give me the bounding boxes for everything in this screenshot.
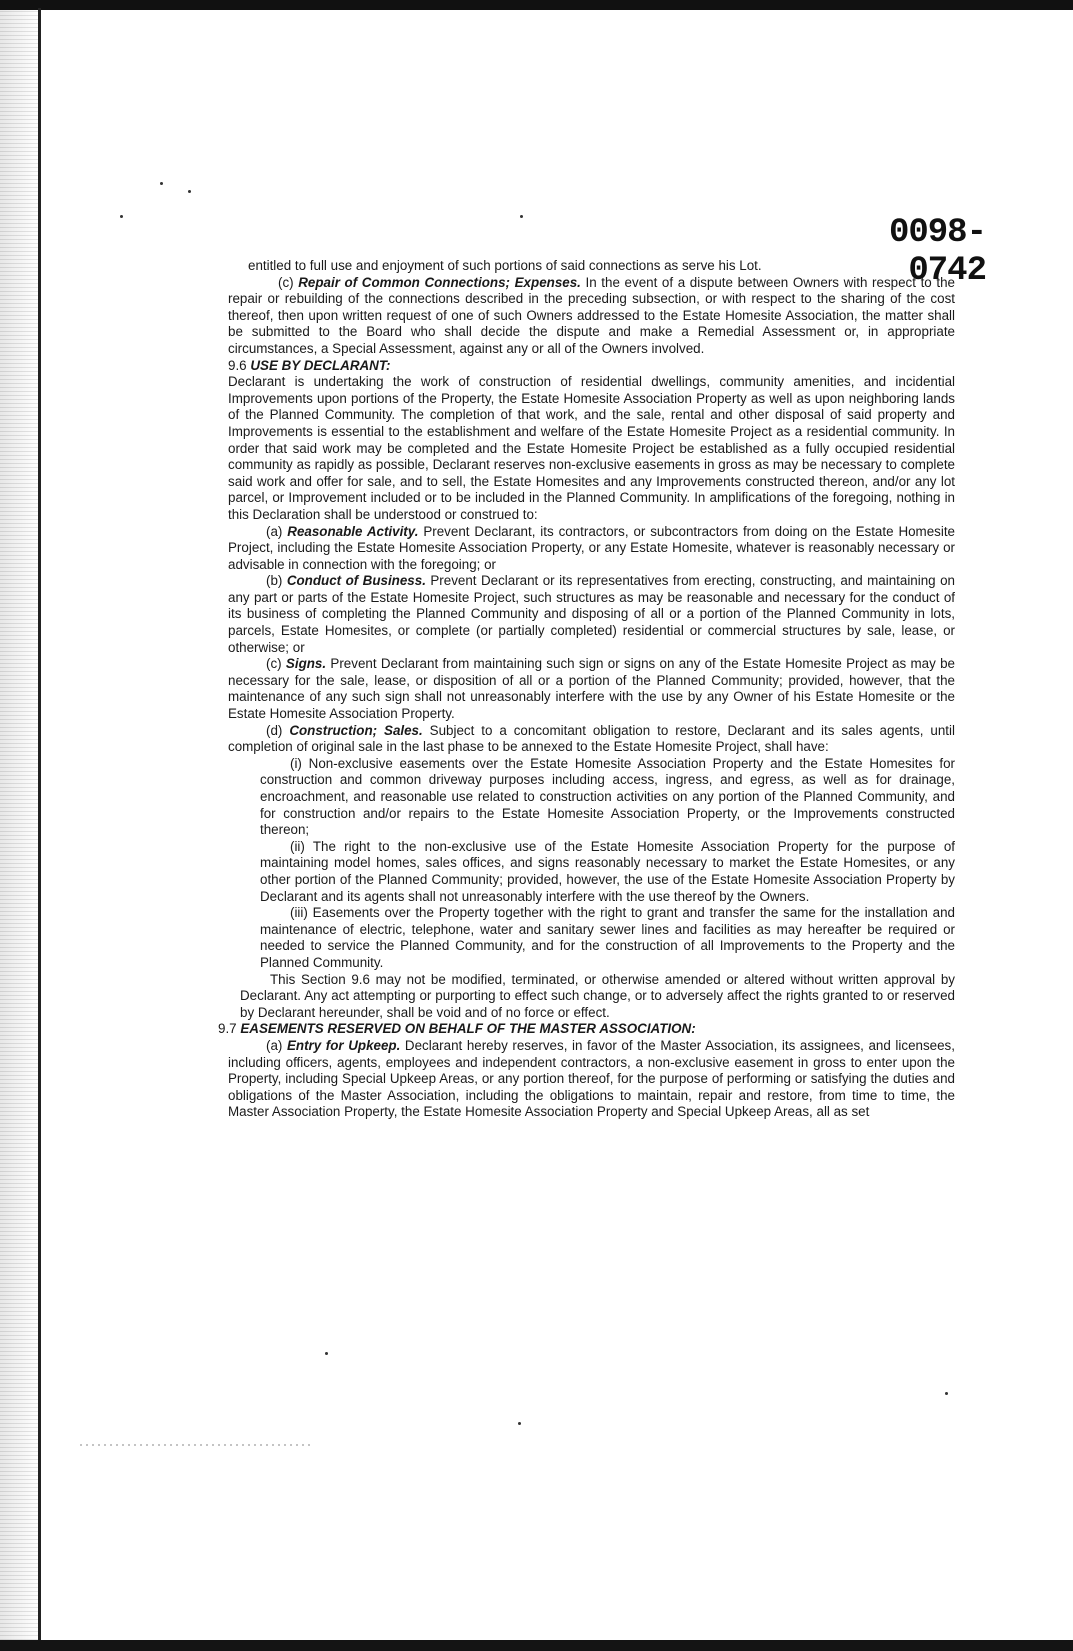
subsection-text: Declarant hereby reserves, in favor of the Master Association, its assignees, and licensees, including officers, agents, employees and independent contractors, a non-exclusive easement in gross to enter upon the Property, including Special Upkeep Areas, or any portion thereof, for the purpose of performing or satisfying the duties and obligations of the Master Association, including the obligations to maintain, repair and restore, from time to time, the Master Association Property, the Estate Homesite Association Property and Special Upkeep Areas, all as set	[228, 1037, 955, 1120]
subsection-label: (c)	[266, 656, 282, 672]
subsection-text: In the event of a dispute between Owners with respect to the repair or rebuilding of the connections described in the preceding subsection, or with respect to the sharing of the cost thereof, then upon written request of one of such Owners addressed to the Estate Homesite Association, the matter shall be submitted to the Board who shall decide the dispute and make a Remedial Assessment or, in appropriate circumstances, a Special Assessment, against any or all of the Owners involved.	[228, 274, 955, 356]
scan-top-edge	[0, 0, 1073, 10]
scan-speck	[945, 1392, 948, 1395]
paragraph-text: entitled to full use and enjoyment of such portions of said connections as serve his Lot.	[248, 258, 762, 273]
subsection-heading: Signs.	[285, 656, 327, 672]
paragraph-text: This Section 9.6 may not be modified, terminated, or otherwise amended or altered without written approval by Declarant. Any act attempting or purporting to effect such change, or to adversely affect the rights granted to or reserved by Declarant hereunder, shall be void and of no force or effect.	[240, 971, 955, 1020]
item-i	[228, 756, 955, 839]
subsection-heading: Entry for Upkeep.	[286, 1037, 401, 1053]
subsection-d-construction-sales	[228, 723, 955, 756]
scan-noise	[80, 1444, 310, 1446]
subsection-a-entry-for-upkeep	[228, 1038, 955, 1121]
paragraph-continuation	[228, 258, 955, 275]
subsection-text: Prevent Declarant, its contractors, or subcontractors from doing on the Estate Homesite Project, including the Estate Homesite Association Property, or any Estate Homesite, whatever is reasonably necessary or advisable in connection with the foregoing; or	[228, 523, 955, 572]
subsection-c-signs	[228, 656, 955, 722]
subsection-c-repair	[228, 275, 955, 358]
subsection-label: (b)	[266, 573, 283, 589]
subsection-text: Prevent Declarant or its representatives from erecting, constructing, and maintaining on any part or parts of the Estate Homesite Project, such structures as may be reasonable and necessary for the conduct of its business of completing the Planned Community and disposing of all or a portion of the Planned Community in lots, parcels, Estate Homesites, or complete (or partially completed) residential or commercial structures by sale, lease, or otherwise; or	[228, 573, 955, 655]
item-text: (ii) The right to the non-exclusive use of the Estate Homesite Association Property for the purpose of maintaining model homes, sales offices, and signs reasonably necessary to market the Estate Homesites, or any other portion of the Planned Community; provided, however, the use of the Estate Homesite Association Property by Declarant and its agents shall not unreasonably interfere with the use thereof by the Owners.	[260, 838, 955, 904]
section-number: 9.6	[228, 357, 247, 373]
subsection-text: Subject to a concomitant obligation to restore, Declarant and its sales agents, until completion of original sale in the last phase to be annexed to the Estate Homesite Project, shall have:	[228, 722, 955, 755]
scan-bottom-edge	[0, 1640, 1073, 1651]
section-number: 9.7	[218, 1021, 237, 1037]
scan-left-border	[38, 8, 41, 1644]
subsection-text: Prevent Declarant from maintaining such sign or signs on any of the Estate Homesite Project as may be necessary for the sale, lease, or disposition of all or a portion of the Planned Community; provided, however, that the maintenance of any such sign shall not unreasonably interfere with the use by any Owner of his Estate Homesite or the Estate Homesite Association Property.	[228, 656, 955, 722]
item-text: (i) Non-exclusive easements over the Estate Homesite Association Property and the Estate Homesites for construction and common driveway purposes including access, ingress, and egress, as well as for drainage, encroachment, and reasonable use related to construction activities on any portion of the Planned Community, and for construction and/or repairs to the Estate Homesite Association Property, or the Improvements constructed thereon;	[260, 755, 955, 838]
subsection-label: (d)	[266, 722, 283, 738]
scan-speck	[518, 1422, 521, 1425]
page-number: 0098-0742	[888, 214, 986, 290]
subsection-b-conduct-of-business	[228, 573, 955, 656]
section-text: Declarant is undertaking the work of construction of residential dwellings, community amenities, and incidential Improvements upon portions of the Property, the Estate Homesite Association Property as well as upon neighboring lands of the Planned Community. The completion of that work, and the sale, rental and other disposal of said property and Improvements is essential to the establishment and welfare of the Estate Homesite Project as a residential community. In order that said work may be completed and the Estate Homesite Project be established as a fully occupied residential community as rapidly as possible, Declarant reserves non-exclusive easements in gross as may be necessary to complete said work and offer for sale, and to sell, the Estate Homesites and any Improvements constructed thereon, and/or any lot parcel, or Improvement included or to be included in the Planned Community. In amplifications of the foregoing, nothing in this Declaration shall be understood or construed to:	[228, 374, 955, 522]
subsection-a-reasonable-activity	[228, 524, 955, 574]
section-9-6-closing	[228, 972, 955, 1022]
section-9-6-heading	[228, 358, 955, 375]
section-9-7-heading	[218, 1021, 955, 1038]
scan-left-margin-noise	[0, 10, 38, 1640]
subsection-heading: Repair of Common Connections; Expenses.	[298, 274, 581, 290]
subsection-heading: Construction; Sales.	[289, 722, 423, 738]
scan-speck	[520, 215, 523, 218]
subsection-heading: Reasonable Activity.	[287, 523, 419, 539]
document-body	[218, 258, 955, 1121]
item-ii	[228, 839, 955, 905]
item-iii	[228, 905, 955, 971]
subsection-heading: Conduct of Business.	[286, 573, 426, 589]
scan-speck	[160, 182, 163, 185]
subsection-label: (a)	[266, 1037, 283, 1053]
scan-speck	[325, 1352, 328, 1355]
scan-speck	[120, 215, 123, 218]
section-heading: USE BY DECLARANT:	[250, 357, 391, 373]
section-9-6-body	[228, 374, 955, 523]
subsection-label: (a)	[266, 523, 283, 539]
subsection-label: (c)	[278, 274, 294, 290]
section-heading: EASEMENTS RESERVED ON BEHALF OF THE MASTER ASSOCIATION:	[240, 1021, 696, 1037]
item-text: (iii) Easements over the Property together with the right to grant and transfer the same for the installation and maintenance of electric, telephone, water and sanitary sewer lines and facilities as may hereafter be required or needed to service the Planned Community, and for the construction of all Improvements to the Property and the Planned Community.	[260, 905, 955, 970]
scan-speck	[188, 190, 191, 193]
